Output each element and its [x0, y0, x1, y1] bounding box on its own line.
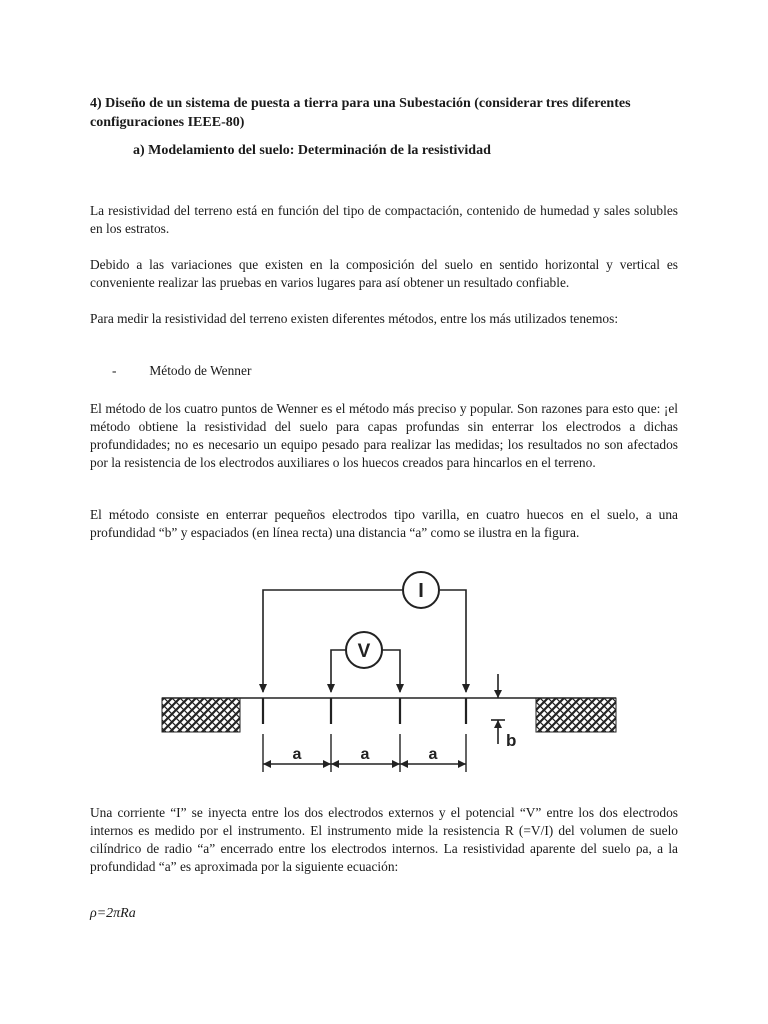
paragraph-resistivity-intro: La resistividad del terreno está en función del tipo de compactación, contenido de humedad y sales solubles en los estratos.: [90, 203, 678, 236]
spacing-label-3: a: [428, 746, 438, 763]
ammeter-icon: [403, 572, 439, 608]
section-heading: 4) Diseño de un sistema de puesta a tierra para una Subestación (considerar tres diferentes configuraciones IEEE-80): [90, 96, 631, 130]
soil-left: [162, 698, 240, 732]
soil-right: [536, 698, 616, 732]
paragraph-measurement-explanation: Una corriente “I” se inyecta entre los dos electrodos externos y el potencial “V” entre los dos electrodos internos es medido por el instrumento. El instrumento mide la resistencia R (=V/I) del volumen de suelo cilíndrico de radio “a” encerrado entre los electrodos internos. La resistividad aparente del suelo ρa, a la profundidad “a” es aproximada por la siguiente ecuación:: [90, 805, 678, 874]
bullet-marker: -: [112, 363, 117, 378]
list-item-wenner-method: [112, 362, 251, 380]
current-label: I: [418, 580, 424, 602]
depth-indicator: [491, 674, 505, 744]
bullet-text: Método de Wenner: [149, 363, 252, 378]
paragraph-methods: Para medir la resistividad del terreno existen diferentes métodos, entre los más utilizados tenemos:: [90, 311, 619, 326]
subsection-heading: a) Modelamiento del suelo: Determinación de la resistividad: [133, 143, 491, 158]
electrode-arrows: [259, 684, 470, 693]
wenner-diagram: [160, 558, 622, 780]
resistivity-equation: ρ=2πRa: [90, 906, 136, 921]
voltmeter-icon: [346, 632, 382, 668]
current-circuit-wire: [263, 590, 402, 692]
spacing-label-1: a: [292, 746, 302, 763]
depth-label: b: [506, 731, 517, 750]
paragraph-method-procedure: El método consiste en enterrar pequeños electrodos tipo varilla, en cuatro huecos en el suelo, a una profundidad “b” y espaciados (en línea recta) una distancia “a” como se ilustra en la figura.: [90, 507, 678, 540]
paragraph-soil-variations: Debido a las variaciones que existen en la composición del suelo en sentido horizontal y vertical es conveniente realizar las pruebas en varios lugares para así obtener un resultado confiable.: [90, 257, 678, 290]
electrodes: [263, 698, 466, 724]
paragraph-wenner-description: El método de los cuatro puntos de Wenner es el método más preciso y popular. Son razones para esto que: ¡el método obtiene la resistividad del suelo para capas profundas sin enterrar los electrodos a dichas profundidades; no es necesario un equipo pesado para realizar las medidas; los resultados no son afectados por la resistencia de los electrodos auxiliares o los huecos creados para hincarlos en el terreno.: [90, 401, 678, 470]
spacing-label-2: a: [360, 746, 370, 763]
voltage-label: V: [357, 641, 371, 662]
